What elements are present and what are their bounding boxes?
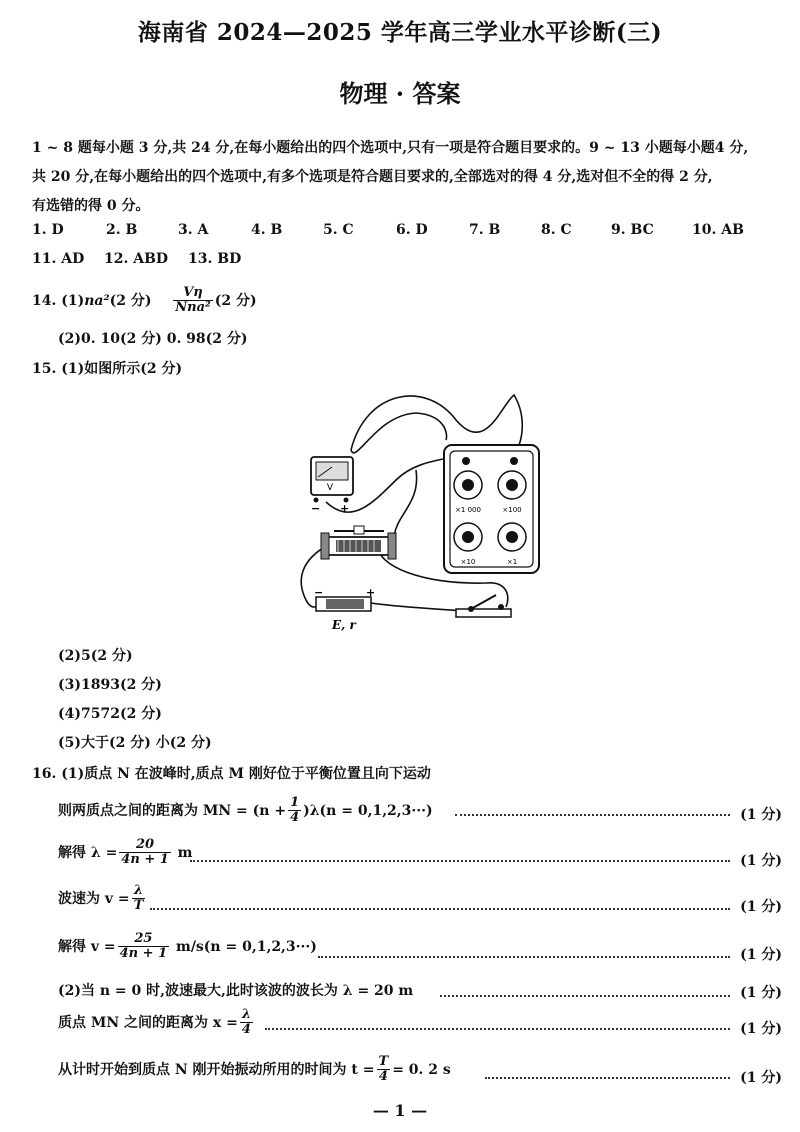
q16-step-7: 从计时开始到质点 N 刚开始振动所用的时间为 t = $\frac{T}{4}$ = 0. 2 s (1 分): [58, 1054, 782, 1086]
switch: [456, 595, 511, 617]
q16-step-6-points: (1 分): [740, 1021, 782, 1037]
q14-fraction: $\frac{V\eta}{\text{Nna²}}$: [175, 285, 211, 316]
answers-row-1: [32, 222, 772, 242]
q14-answer-1: na²: [84, 292, 110, 309]
instructions-line-1: 1 ~ 8 题每小题 3 分,共 24 分,在每小题给出的四个选项中,只有一项是符合题目要求的。9 ~ 13 小题每小题4 分,: [32, 140, 749, 156]
q16-step-1-points: (1 分): [740, 807, 782, 823]
q16-step-7-points: (1 分): [740, 1070, 782, 1086]
circuit-diagram: [296, 385, 546, 637]
q15-part3: (3)1893(2 分): [58, 677, 162, 693]
q16-step-2-points: (1 分): [740, 853, 782, 869]
answer-3: 3. A: [178, 222, 209, 238]
battery: [314, 586, 375, 632]
q16-step-2: 解得 λ = $\frac{20}{4n + 1}$ m (1 分): [58, 837, 782, 869]
q14-part2: (2)0. 10(2 分) 0. 98(2 分): [58, 331, 248, 347]
answer-13: 13. BD: [188, 251, 242, 267]
q16-step-4: 解得 v = $\frac{25}{4n + 1}$ m/s(n = 0,1,2,3···) (1 分): [58, 931, 782, 963]
voltmeter-plus-label: +: [340, 502, 350, 515]
instructions-line-2: 共 20 分,在每小题给出的四个选项中,有多个选项是符合题目要求的,全部选对的得 4 分,选对但不全的得 2 分,: [32, 169, 713, 185]
dial-label-1: ×1: [506, 558, 518, 566]
q15-part5: (5)大于(2 分) 小(2 分): [58, 735, 212, 751]
battery-minus-label: −: [314, 586, 324, 599]
q16-step-3: 波速为 v = $\frac{\lambda}{T}$ (1 分): [58, 883, 782, 915]
voltmeter-minus-label: −: [311, 502, 321, 515]
dial-label-100: ×100: [502, 506, 522, 514]
wire-battery-switch: [371, 603, 466, 611]
answer-9: 9. BC: [611, 222, 654, 238]
answer-12: 12. ABD: [104, 251, 169, 267]
answer-5: 5. C: [323, 222, 354, 238]
page-title: 海南省 2024—2025 学年高三学业水平诊断(三): [137, 19, 663, 46]
battery-label: E, r: [332, 618, 356, 632]
answer-1: 1. D: [32, 222, 64, 238]
page-subtitle: 物理 · 答案: [339, 79, 461, 108]
answer-7: 7. B: [469, 222, 501, 238]
q14-part1: 14. (1)na²(2 分) $\frac{V\eta}{\text{Nna²}}$ (2 分): [32, 285, 257, 316]
q16-step-4-points: (1 分): [740, 947, 782, 963]
q16-intro: 16. (1)质点 N 在波峰时,质点 M 刚好位于平衡位置且向下运动: [32, 766, 431, 782]
answer-6: 6. D: [396, 222, 428, 238]
dial-label-10: ×10: [460, 558, 476, 566]
resistance-box: [444, 445, 539, 573]
q16-step-5-points: (1 分): [740, 985, 782, 1001]
q16-step-6: 质点 MN 之间的距离为 x = $\frac{\lambda}{4}$ (1 分): [58, 1007, 782, 1038]
answer-8: 8. C: [541, 222, 572, 238]
q16-step-5: (2)当 n = 0 时,波速最大,此时该波的波长为 λ = 20 m (1 分): [58, 983, 782, 1001]
q15-part2: (2)5(2 分): [58, 648, 133, 664]
answer-10: 10. AB: [692, 222, 744, 238]
instructions-line-3: 有选错的得 0 分。: [32, 198, 150, 214]
page-number: — 1 —: [372, 1101, 428, 1120]
battery-plus-label: +: [366, 586, 376, 599]
rheostat: [321, 526, 396, 559]
answer-11: 11. AD: [32, 251, 85, 267]
dial-label-1000: ×1 000: [455, 506, 481, 514]
answers-row-2: [32, 251, 432, 271]
wire-rheostat-top: [394, 470, 417, 540]
voltmeter-symbol: V: [326, 483, 334, 493]
q15-part1: 15. (1)如图所示(2 分): [32, 361, 183, 377]
q16-step-1: 则两质点之间的距离为 MN = (n + $\frac{1}{4}$ )λ(n = 0,1,2,3···) (1 分): [58, 795, 782, 826]
answer-4: 4. B: [251, 222, 283, 238]
q16-step-3-points: (1 分): [740, 899, 782, 915]
answer-2: 2. B: [106, 222, 138, 238]
q15-part4: (4)7572(2 分): [58, 706, 162, 722]
